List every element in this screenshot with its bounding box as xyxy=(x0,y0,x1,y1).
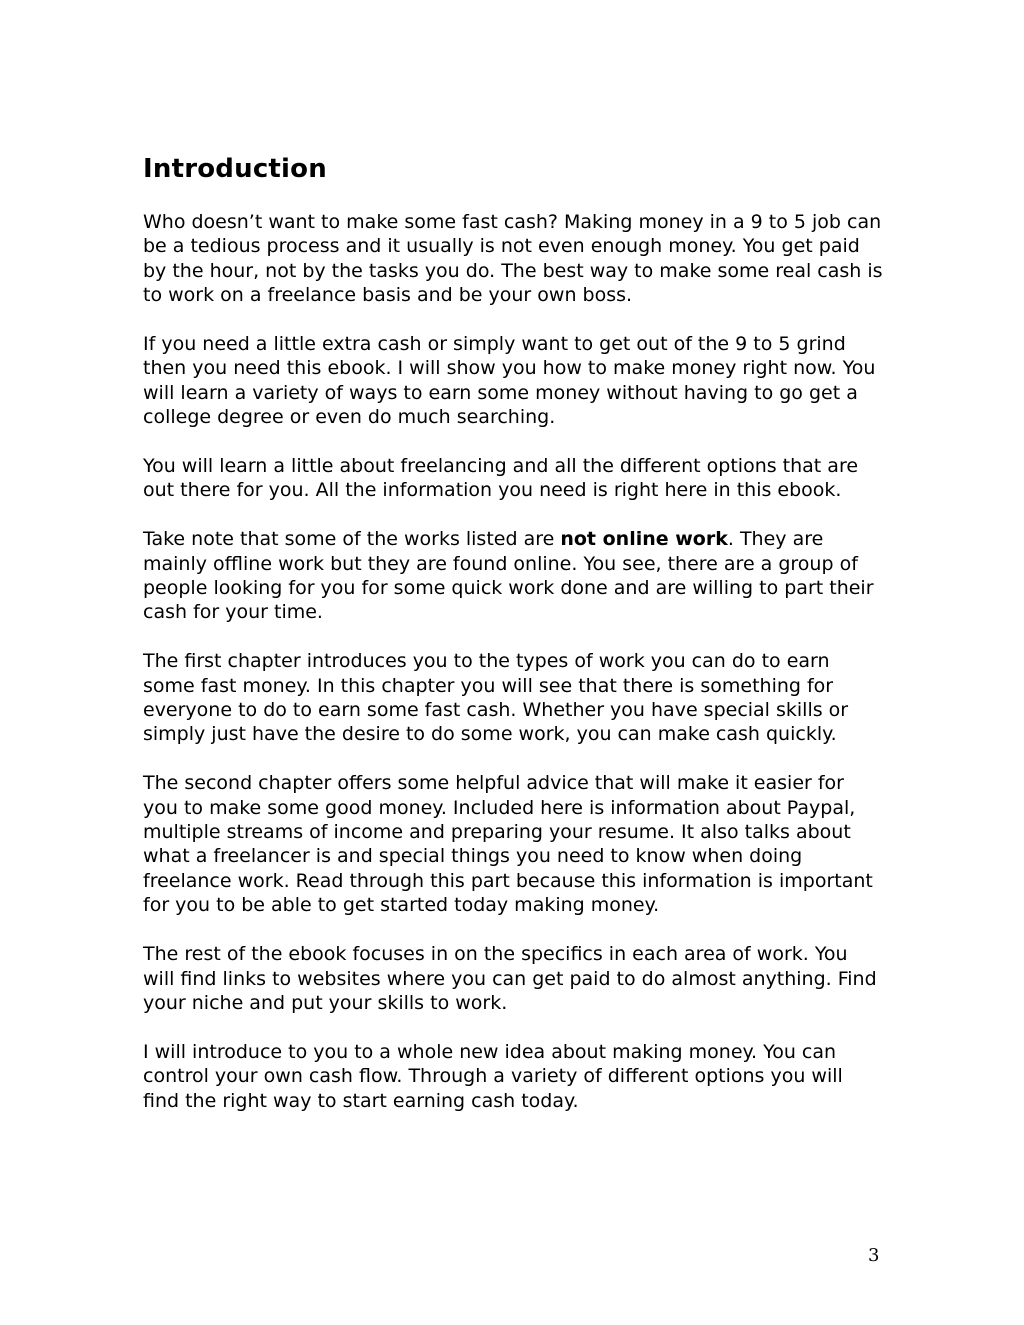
paragraph-4-bold: not online work xyxy=(560,528,728,551)
paragraph-7: The rest of the ebook focuses in on the specifics in each area of work. You will find links to websites where you can get paid to do almost anything. Find your niche and put your skills to work. xyxy=(143,943,877,1014)
paragraph-1: Who doesn’t want to make some fast cash? Making money in a 9 to 5 job can be a tedious process and it usually is not even enough money. You get paid by the hour, not by the tasks you do. The best way to make some real cash is to work on a freelance basis and be your own boss. xyxy=(143,211,883,307)
paragraph-4-start: Take note that some of the works listed are xyxy=(143,528,561,551)
page-title: Introduction xyxy=(143,154,327,184)
paragraph-5: The first chapter introduces you to the types of work you can do to earn some fast money. In this chapter you will see that there is something for everyone to do to earn some fast cash. Whether you have special skills or simply just have the desire to do some work, you can make cash quickly. xyxy=(143,650,849,746)
paragraph-8: I will introduce to you to a whole new idea about making money. You can control your own cash flow. Through a variety of different options you will find the right way to start earning cash today. xyxy=(143,1040,843,1112)
paragraph-4 xyxy=(143,527,883,625)
paragraph-4-end: . They are mainly offline work but they are found online. You see, there are a group of people looking for you for some quick work done and are willing to part their cash for your time. xyxy=(143,528,874,624)
paragraph-3: You will learn a little about freelancing and all the different options that are out there for you. All the information you need is right here in this ebook. xyxy=(143,455,859,502)
document-page xyxy=(143,150,883,1137)
paragraph-6: The second chapter offers some helpful advice that will make it easier for you to make some good money. Included here is information about Paypal, multiple streams of income and preparing your resume. It also talks about what a freelancer is and special things you need to know when doing freelance work. Read through this part because this information is important for you to be able to get started today making money. xyxy=(143,772,873,917)
paragraph-2: If you need a little extra cash or simply want to get out of the 9 to 5 grind then you need this ebook. I will show you how to make money right now. You will learn a variety of ways to earn some money without having to go get a college degree or even do much searching. xyxy=(143,333,876,429)
page-number: 3 xyxy=(868,1245,880,1266)
